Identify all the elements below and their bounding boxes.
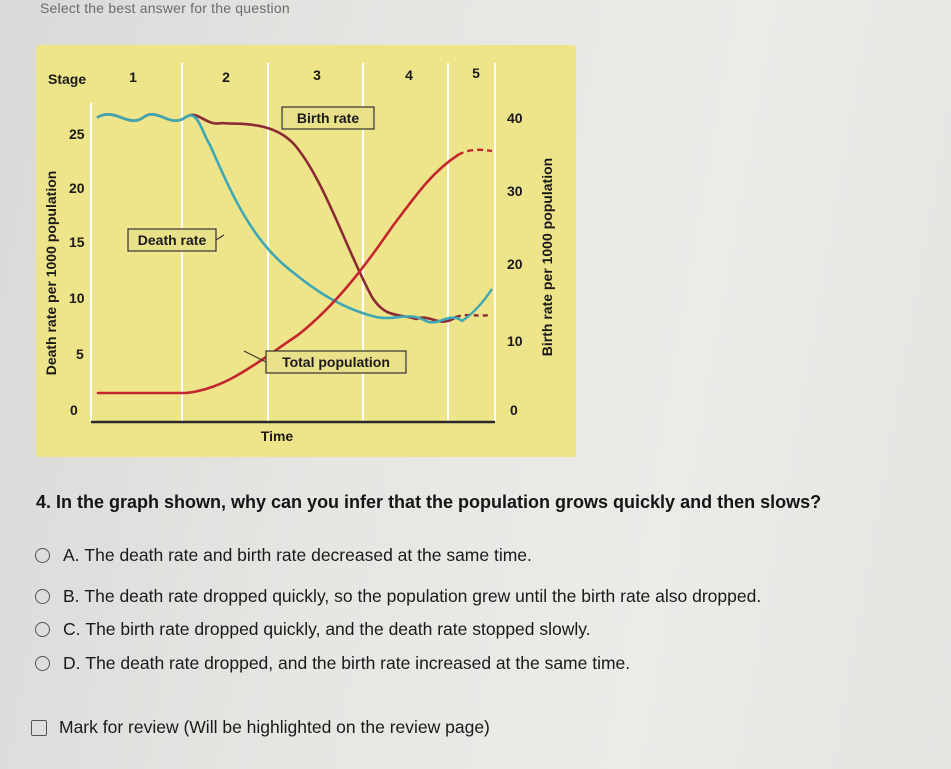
review-checkbox[interactable] <box>31 720 47 736</box>
question-text <box>36 492 821 513</box>
birth-rate-curve <box>98 114 456 321</box>
instruction-text: Select the best answer for the question <box>40 0 290 16</box>
x-axis-label: Time <box>260 428 294 444</box>
mark-for-review[interactable] <box>31 717 490 738</box>
left-tick: 0 <box>70 402 78 418</box>
radio-button[interactable] <box>35 589 50 604</box>
question-number: 4. <box>36 492 52 512</box>
death-rate-label: Death rate <box>137 232 207 248</box>
option-c[interactable] <box>35 619 591 640</box>
stage-number: 3 <box>313 67 321 83</box>
option-text: The birth rate dropped quickly, and the death rate stopped slowly. <box>85 619 591 639</box>
total-population-projection <box>458 150 492 155</box>
option-letter: A. <box>63 545 80 565</box>
left-tick: 15 <box>69 234 85 250</box>
stage-number: 4 <box>405 67 413 83</box>
left-tick: 25 <box>69 126 85 142</box>
right-tick: 20 <box>507 256 523 272</box>
stage-number: 1 <box>129 69 137 85</box>
stage-label: Stage <box>48 71 87 87</box>
question-body: In the graph shown, why can you infer that the population grows quickly and then slows? <box>56 492 822 512</box>
birth-rate-projection <box>456 315 491 317</box>
left-tick: 20 <box>69 180 85 196</box>
stage-number: 5 <box>472 65 480 81</box>
left-tick: 10 <box>69 290 85 306</box>
right-axis-label: Birth rate per 1000 population <box>539 157 555 357</box>
left-tick: 5 <box>76 346 84 362</box>
radio-button[interactable] <box>35 656 50 671</box>
stage-number: 2 <box>222 69 230 85</box>
option-letter: C. <box>63 619 81 639</box>
death-rate-pointer <box>216 235 224 240</box>
review-label: Mark for review (Will be highlighted on the review page) <box>59 717 490 737</box>
option-text: The death rate and birth rate decreased at the same time. <box>84 545 532 565</box>
radio-button[interactable] <box>35 548 50 563</box>
option-b[interactable] <box>35 586 761 607</box>
option-letter: D. <box>63 653 81 673</box>
right-tick: 30 <box>507 183 523 199</box>
option-a[interactable] <box>35 545 532 566</box>
option-text: The death rate dropped quickly, so the population grew until the birth rate also dropped. <box>84 586 762 606</box>
graph-svg <box>36 45 576 457</box>
radio-button[interactable] <box>35 622 50 637</box>
right-tick: 10 <box>507 333 523 349</box>
total-population-label: Total population <box>282 354 390 370</box>
right-tick: 0 <box>510 402 518 418</box>
demographic-transition-graph <box>36 45 576 457</box>
total-population-pointer <box>244 351 266 362</box>
option-d[interactable] <box>35 653 630 674</box>
right-tick: 40 <box>507 110 523 126</box>
birth-rate-label: Birth rate <box>296 110 360 126</box>
option-text: The death rate dropped, and the birth rate increased at the same time. <box>85 653 631 673</box>
left-axis-label: Death rate per 1000 population <box>43 170 59 376</box>
death-rate-curve <box>98 114 462 322</box>
option-letter: B. <box>63 586 80 606</box>
